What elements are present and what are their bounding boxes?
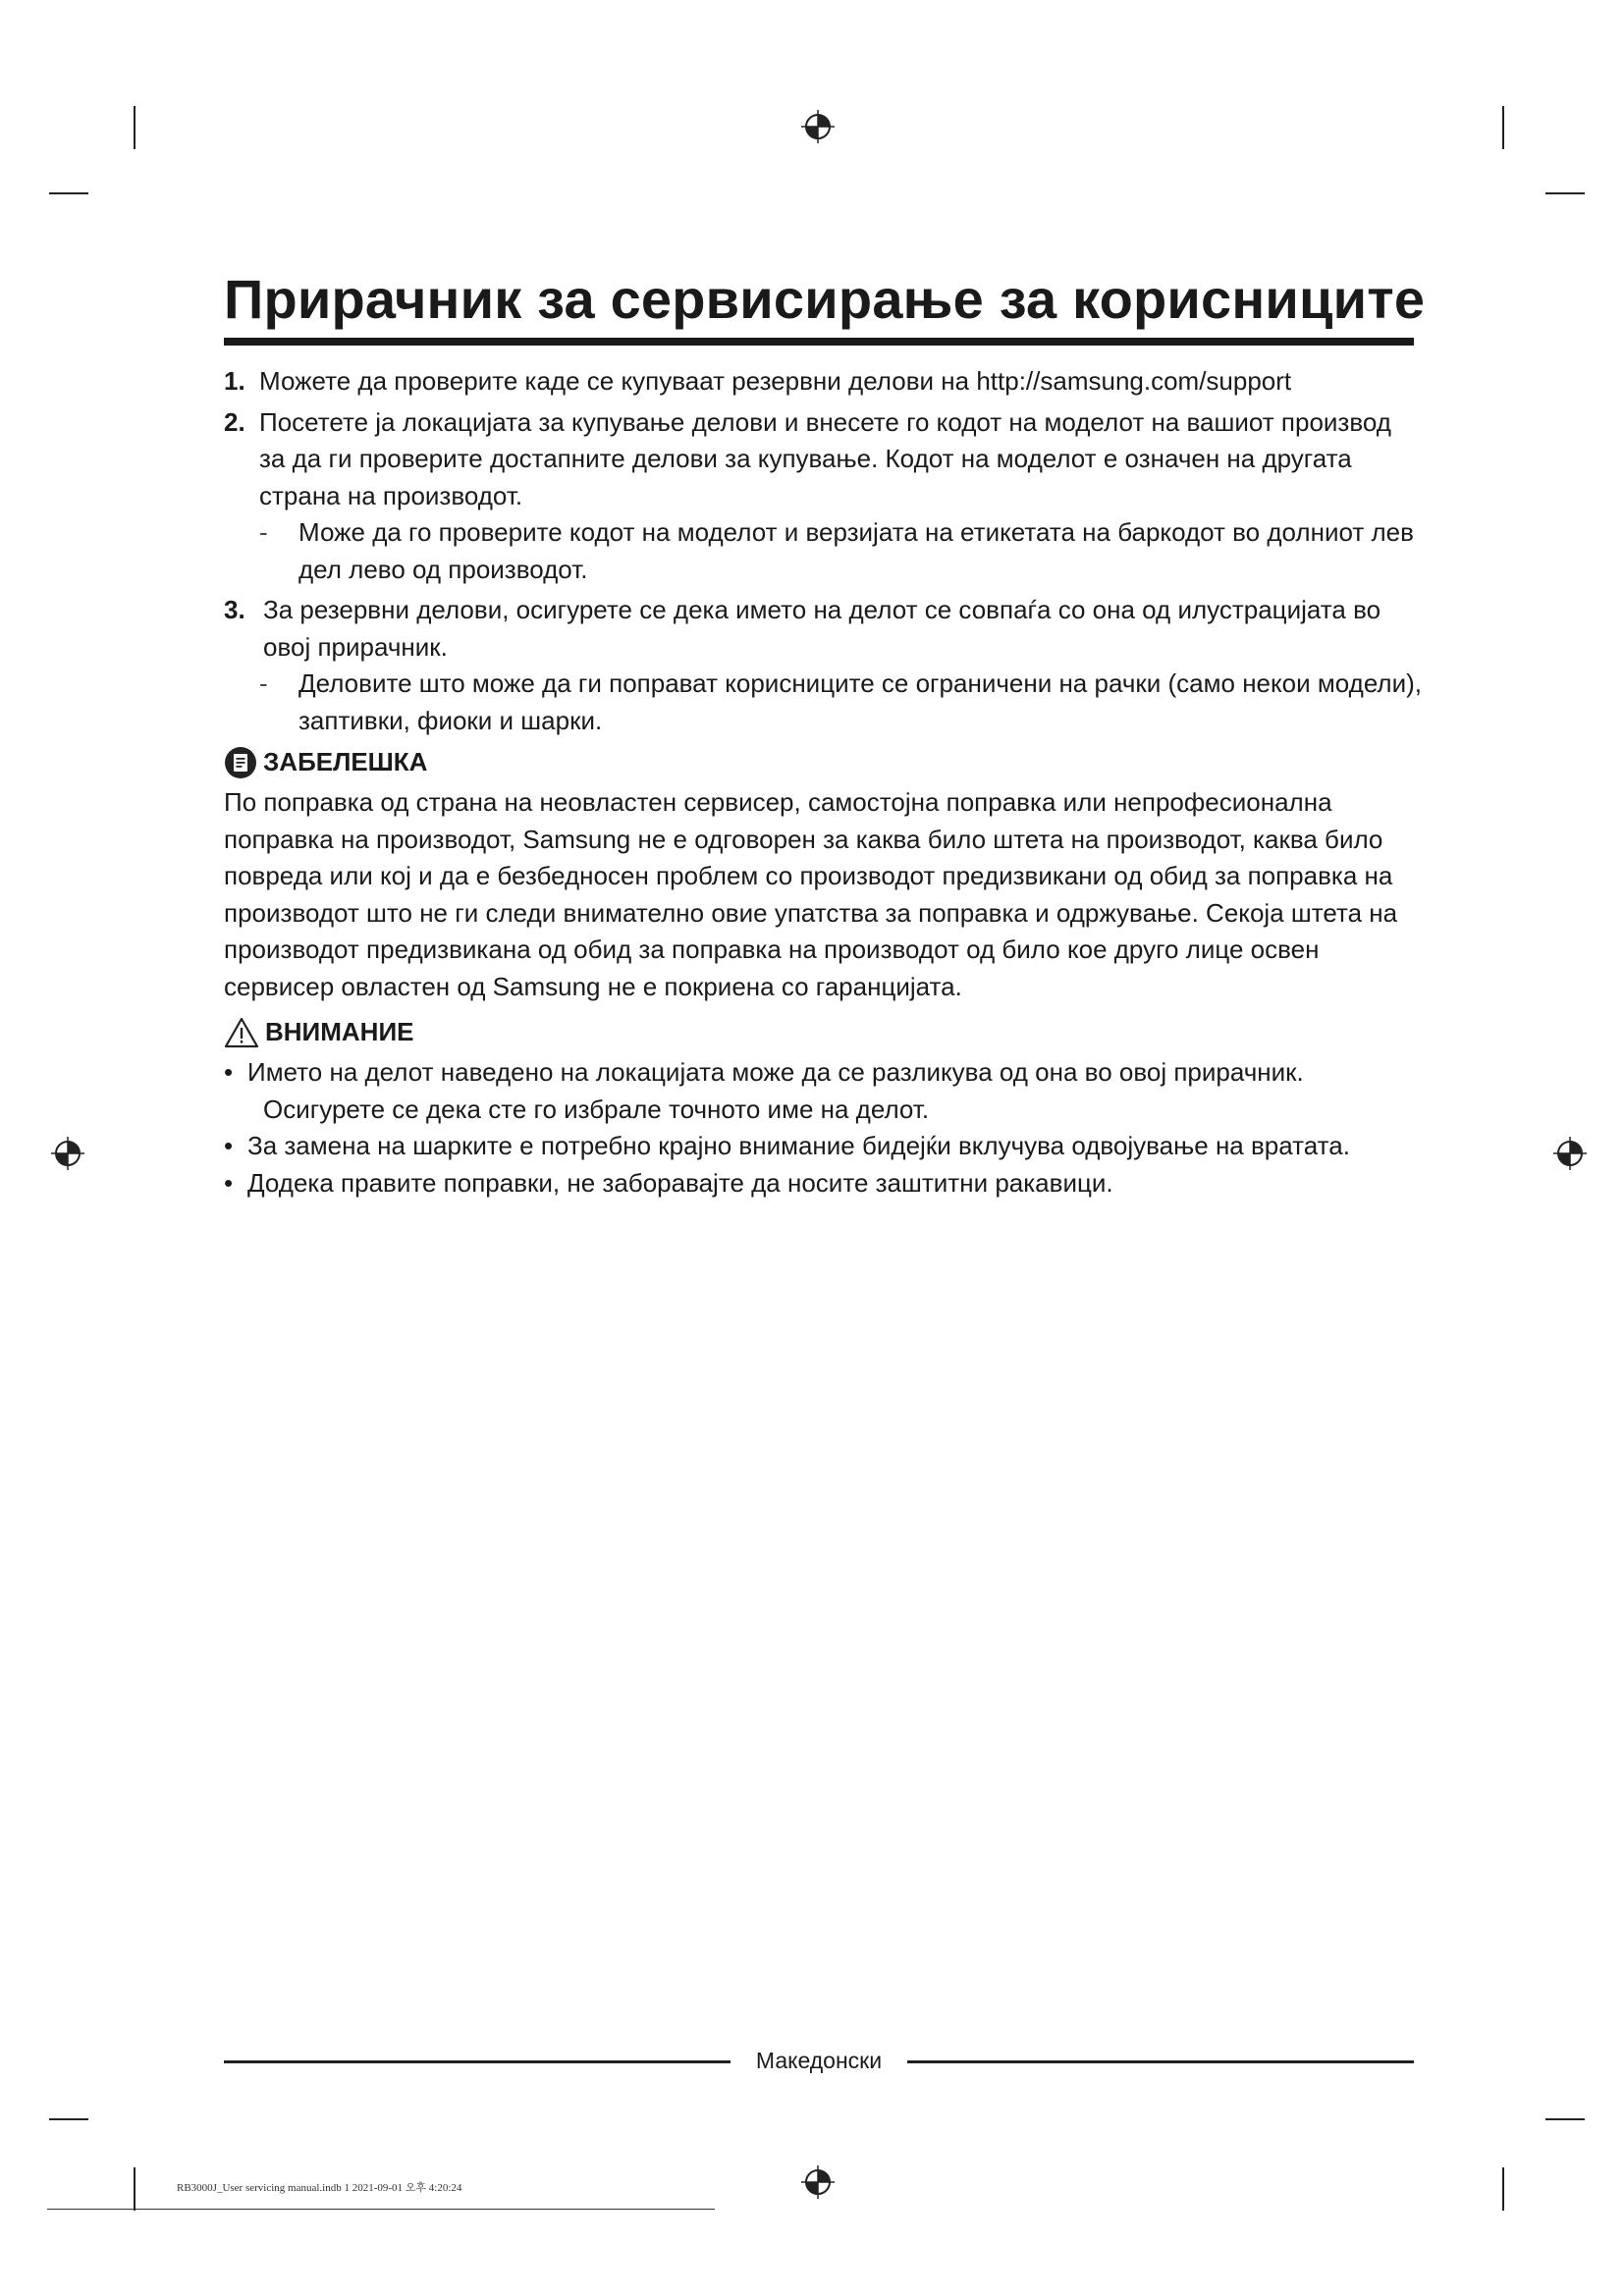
crop-mark bbox=[1545, 2118, 1585, 2120]
step-text: За резервни делови, осигурете се дека името на делот се совпаѓа со она од илустрацијата во овој прирачник. bbox=[263, 595, 1381, 662]
caution-item bbox=[224, 1128, 1422, 1165]
crop-mark bbox=[1502, 106, 1504, 149]
step-number: 2. bbox=[224, 406, 245, 437]
note-heading bbox=[224, 741, 1422, 784]
note-text: По поправка од страна на неовластен сервисер, самостојна поправка или непрофесионална поправка на производот, Samsung не е одговорен за каква било штета на производот, каква било повреда или кој и да е безбедносен проблем со производот предизвикани од обид за поправка на производот што не ги следи внимателно овие упатства за поправка и одржување. Секоја штета на производот предизвикана од обид за поправка на производот од било кое друго лице освен сервисер овластен од Samsung не е покриена со гаранцијата. bbox=[224, 787, 1398, 1001]
footer-language: Македонски bbox=[755, 2048, 883, 2073]
step-item bbox=[224, 363, 1422, 400]
step-item bbox=[224, 404, 1422, 515]
warning-triangle-icon bbox=[224, 1016, 259, 1049]
note-document-icon bbox=[224, 746, 257, 779]
slug-rule bbox=[47, 2209, 715, 2210]
crop-mark bbox=[134, 2167, 135, 2211]
bullet-marker: • bbox=[224, 1131, 234, 1160]
registration-target-icon bbox=[51, 1137, 84, 1170]
footer-rule bbox=[907, 2060, 1414, 2063]
registration-target-icon bbox=[801, 110, 835, 143]
crop-mark bbox=[134, 106, 135, 149]
caution-heading bbox=[224, 1011, 1422, 1054]
crop-mark bbox=[49, 192, 88, 194]
step-subitem bbox=[224, 514, 1422, 588]
title-underline bbox=[224, 338, 1414, 346]
footer-rule bbox=[224, 2060, 731, 2063]
step-number: 1. bbox=[224, 366, 245, 396]
crop-mark bbox=[1545, 192, 1585, 194]
step-item bbox=[224, 592, 1422, 666]
print-slug: RB3000J_User servicing manual.indb 1 2021-09-01 오후 4:20:24 bbox=[177, 2182, 462, 2194]
step-subitem bbox=[224, 666, 1422, 739]
step-text: Можете да проверите каде се купуваат резервни делови на http://samsung.com/support bbox=[259, 366, 1292, 396]
step-number: 3. bbox=[224, 595, 245, 624]
bullet-marker: • bbox=[224, 1167, 234, 1198]
caution-item-text: За замена на шарките е потребно крајно внимание бидејќи вклучува одвојување на вратата. bbox=[247, 1131, 1350, 1160]
dash-marker: - bbox=[259, 517, 268, 547]
caution-item-text: Додека правите поправки, не заборавајте да носите заштитни ракавици. bbox=[247, 1167, 1113, 1198]
crop-mark bbox=[1502, 2167, 1504, 2211]
dash-marker: - bbox=[259, 668, 268, 698]
crop-mark bbox=[49, 2118, 88, 2120]
manual-content bbox=[224, 363, 1422, 1201]
caution-item bbox=[224, 1165, 1422, 1202]
caution-item-text-continued: Осигурете се дека сте го избрале точното име на делот. bbox=[263, 1094, 930, 1124]
bullet-marker: • bbox=[224, 1057, 234, 1087]
caution-heading-text: ВНИМАНИЕ bbox=[265, 1017, 414, 1047]
step-text: Посетете ја локацијата за купување делови и внесете го кодот на моделот на вашиот производ за да ги проверите достапните делови за купување. Кодот на моделот е означен на другата страна на производот. bbox=[259, 406, 1391, 510]
note-heading-text: ЗАБЕЛЕШКА bbox=[263, 747, 428, 777]
registration-target-icon bbox=[1553, 1137, 1587, 1170]
page-title: Прирачник за сервисирање за корисниците bbox=[224, 268, 1426, 330]
step-subitem-text: Може да го проверите кодот на моделот и верзијата на етикетата на баркодот во долниот лев дел лево од производот. bbox=[298, 517, 1414, 584]
caution-item bbox=[224, 1054, 1422, 1128]
step-subitem-text: Деловите што може да ги поправат корисниците се ограничени на рачки (само некои модели), заптивки, фиоки и шарки. bbox=[298, 668, 1422, 735]
registration-target-icon bbox=[801, 2165, 835, 2199]
caution-item-text: Името на делот наведено на локацијата може да се разликува од она во овој прирачник. bbox=[247, 1057, 1304, 1087]
